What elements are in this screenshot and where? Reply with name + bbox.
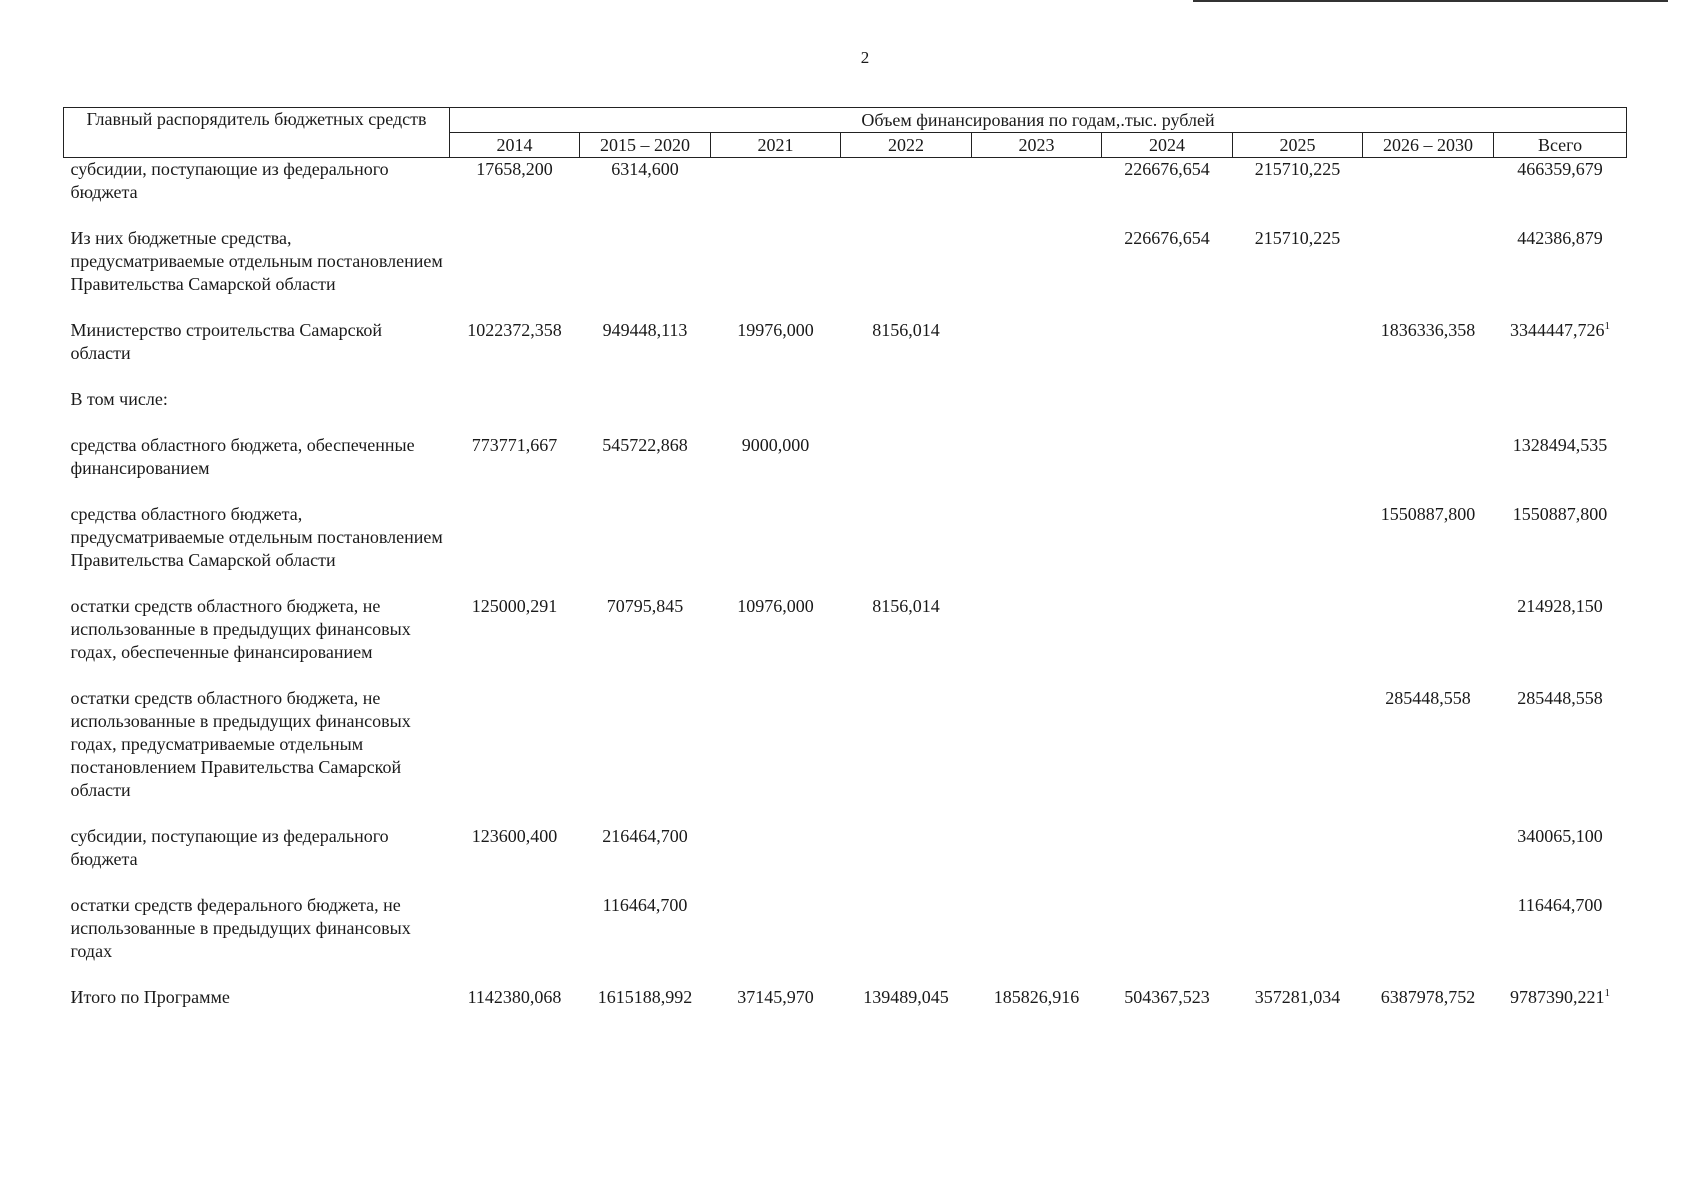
row-value [1363,319,1494,388]
cell-value: 8156,014 [872,596,940,616]
header-year-1: 2015 – 2020 [580,133,711,158]
row-value [450,894,580,986]
row-value [972,894,1102,986]
row-value [1102,595,1233,687]
header-year-6: 2025 [1233,133,1363,158]
cell-value: 214928,150 [1517,596,1603,616]
row-value [972,388,1102,434]
cell-value: 116464,700 [1517,895,1603,915]
row-label: остатки средств федерального бюджета, не использованные в предыдущих финансовых годах [70,895,411,961]
row-value [711,825,841,894]
cell-value: 215710,225 [1254,228,1341,248]
cell-value: 1328494,535 [1512,435,1608,455]
cell-value: 226676,654 [1124,159,1210,179]
row-value [580,687,711,825]
cell-value: 123600,400 [471,826,558,846]
cell-value: 773771,667 [471,435,558,455]
cell-value: 125000,291 [471,596,558,616]
row-value [841,595,972,687]
row-label: средства областного бюджета, обеспеченные финансированием [70,435,415,478]
row-value [1233,825,1363,894]
row-value [1494,687,1627,825]
row-value [1494,158,1627,228]
row-label: В том числе: [70,389,168,409]
header-year-2: 2021 [711,133,841,158]
row-value [1233,503,1363,595]
row-value [711,388,841,434]
row-value [841,388,972,434]
row-value [580,595,711,687]
row-value [972,986,1102,1009]
row-value [711,894,841,986]
header-year-0: 2014 [450,133,580,158]
cell-value: 9000,000 [741,435,810,455]
cell-value: 340065,100 [1517,826,1603,846]
row-value [450,434,580,503]
row-value [1102,388,1233,434]
row-value [841,986,972,1009]
row-label: Министерство строительства Самарской области [70,320,383,363]
page-number: 2 [860,48,870,67]
footnote-marker: 1 [1604,987,1610,999]
table-row [64,595,1627,687]
table-row [64,227,1627,319]
row-value [450,595,580,687]
row-value [450,503,580,595]
table-row [64,434,1627,503]
row-value [580,825,711,894]
cell-value: 3344447,726 [1510,320,1605,340]
row-value [1363,687,1494,825]
row-value [1102,986,1233,1009]
cell-value: 17658,200 [476,159,553,179]
table-row [64,319,1627,388]
cell-value: 8156,014 [872,320,940,340]
row-value [972,825,1102,894]
row-value [972,434,1102,503]
cell-value: 216464,700 [602,826,688,846]
row-value [711,227,841,319]
row-value [1494,503,1627,595]
cell-value: 466359,679 [1517,159,1603,179]
row-value [972,227,1102,319]
cell-value: 504367,523 [1124,987,1210,1007]
row-value [841,503,972,595]
cell-value: 116464,700 [602,895,688,915]
table-row [64,503,1627,595]
row-value [841,319,972,388]
row-value [972,687,1102,825]
row-value [711,986,841,1009]
table-row [64,158,1627,228]
header-year-5: 2024 [1102,133,1233,158]
row-label: субсидии, поступающие из федерального бюджета [70,159,389,202]
row-label: остатки средств областного бюджета, не использованные в предыдущих финансовых годах, предусматриваемые отдельным постановлением Правительства Самарской области [70,688,411,800]
row-value [580,388,711,434]
row-value [841,687,972,825]
row-value [1233,434,1363,503]
cell-value: 545722,868 [602,435,688,455]
cell-value: 226676,654 [1124,228,1210,248]
row-value [841,158,972,228]
row-value [580,319,711,388]
top-border-line [1193,0,1668,2]
row-value [972,158,1102,228]
row-value [711,158,841,228]
row-value [1363,503,1494,595]
cell-value: 442386,879 [1517,228,1603,248]
cell-value: 19976,000 [737,320,814,340]
row-value [972,503,1102,595]
cell-value: 9787390,221 [1510,987,1605,1007]
row-value [841,227,972,319]
row-value [972,319,1102,388]
row-label: Из них бюджетные средства, предусматриваемые отдельным постановлением Правительства Самарской области [70,228,443,294]
row-value [1494,595,1627,687]
cell-value: 1550887,800 [1512,504,1608,524]
row-value [1233,227,1363,319]
row-value [841,825,972,894]
row-value [1363,158,1494,228]
row-value [580,503,711,595]
cell-value: 285448,558 [1517,688,1603,708]
cell-value: 37145,970 [737,987,814,1007]
cell-value: 1836336,358 [1380,320,1476,340]
header-year-3: 2022 [841,133,972,158]
row-value [1233,894,1363,986]
header-year-4: 2023 [972,133,1102,158]
row-value [1494,434,1627,503]
financing-table [63,107,1627,1009]
cell-value: 10976,000 [737,596,814,616]
row-value [1233,388,1363,434]
header-distributor: Главный распорядитель бюджетных средств [64,108,450,158]
row-value [1102,434,1233,503]
row-value [1233,687,1363,825]
row-value [450,388,580,434]
table-row [64,388,1627,434]
table-row [64,825,1627,894]
row-value [1102,687,1233,825]
table-row [64,894,1627,986]
table-header [64,108,1627,158]
row-value [580,894,711,986]
row-value [1102,227,1233,319]
row-value [711,503,841,595]
row-value [450,227,580,319]
row-value [1233,319,1363,388]
row-value [711,434,841,503]
cell-value: 1615188,992 [597,987,693,1007]
cell-value: 139489,045 [863,987,949,1007]
row-value [841,434,972,503]
row-value [1494,894,1627,986]
table-body [64,158,1627,1010]
row-value [1233,986,1363,1009]
row-value [1363,227,1494,319]
cell-value: 185826,916 [993,987,1080,1007]
cell-value: 70795,845 [606,596,684,616]
row-value [1102,158,1233,228]
row-label: Итого по Программе [70,987,230,1007]
row-value [711,687,841,825]
table-row [64,687,1627,825]
row-value [450,319,580,388]
row-value [711,595,841,687]
cell-value: 1142380,068 [467,987,562,1007]
cell-value: 6387978,752 [1380,987,1476,1007]
row-value [450,986,580,1009]
row-value [450,158,580,228]
header-financing-group: Объем финансирования по годам,.тыс. рублей [450,108,1627,133]
row-value [1363,894,1494,986]
row-value [711,319,841,388]
row-value [580,158,711,228]
row-value [1363,825,1494,894]
row-value [1102,319,1233,388]
row-value [450,825,580,894]
footnote-marker: 1 [1604,320,1610,332]
row-label: субсидии, поступающие из федерального бюджета [70,826,389,869]
row-value [1102,503,1233,595]
table-row [64,986,1627,1009]
row-value [580,434,711,503]
row-value [1363,595,1494,687]
row-value [1363,434,1494,503]
row-value [1494,319,1627,388]
row-value [972,595,1102,687]
row-value [1102,894,1233,986]
cell-value: 357281,034 [1254,987,1341,1007]
row-value [1102,825,1233,894]
row-value [1494,986,1627,1009]
cell-value: 285448,558 [1385,688,1471,708]
row-value [1363,986,1494,1009]
cell-value: 949448,113 [602,320,688,340]
row-value [1494,227,1627,319]
row-value [450,687,580,825]
row-value [841,894,972,986]
cell-value: 1550887,800 [1380,504,1476,524]
row-value [1233,595,1363,687]
row-value [1494,825,1627,894]
row-value [1494,388,1627,434]
cell-value: 215710,225 [1254,159,1341,179]
row-value [580,227,711,319]
row-value [1363,388,1494,434]
header-year-7: 2026 – 2030 [1363,133,1494,158]
row-label: остатки средств областного бюджета, не использованные в предыдущих финансовых годах, обеспеченные финансированием [70,596,411,662]
row-label: средства областного бюджета, предусматриваемые отдельным постановлением Правительства Самарской области [70,504,443,570]
cell-value: 6314,600 [611,159,679,179]
cell-value: 1022372,358 [467,320,562,340]
row-value [580,986,711,1009]
header-year-8: Всего [1494,133,1627,158]
row-value [1233,158,1363,228]
